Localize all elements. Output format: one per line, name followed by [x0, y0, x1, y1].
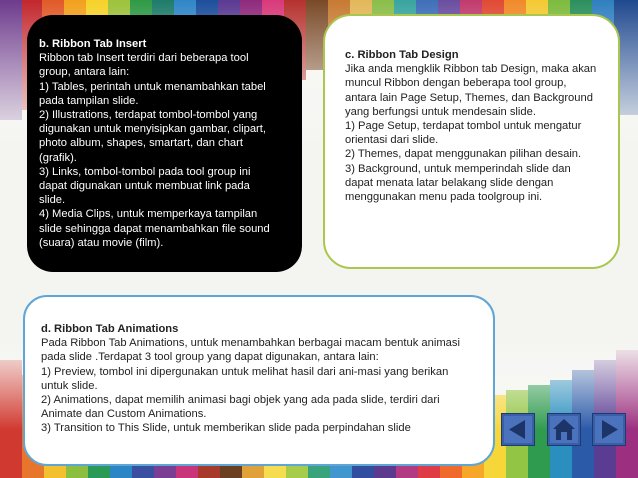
design-line: 2) Themes, dapat menggunakan pilihan desain.: [345, 148, 582, 161]
home-icon: [547, 413, 581, 446]
insert-line: 4) Media Clips, untuk memperkaya tampilan: [39, 208, 258, 221]
design-line: muncul Ribbon dengan beberapa tool group,: [345, 77, 567, 90]
design-heading: c. Ribbon Tab Design: [345, 49, 459, 61]
animations-line: pada slide .Terdapat 3 tool group yang dapat digunakan, antara lain:: [41, 351, 379, 364]
arrow-left-icon: [501, 413, 535, 446]
animations-line: 1) Preview, tombol ini dipergunakan untuk melihat hasil dari ani-masi yang berikan: [41, 365, 449, 378]
animations-line: 2) Animations, dapat memilih animasi bagi objek yang ada pada slide, terdiri dari: [41, 394, 440, 407]
ribbon-tab-animations-panel: [23, 295, 495, 466]
insert-line: (suara) atau movie (film).: [39, 236, 164, 249]
arrow-right-icon: [592, 413, 626, 446]
design-line: orientasi dari slide.: [345, 134, 439, 147]
insert-line: (grafik).: [39, 151, 77, 164]
animations-line: Animate dan Custom Animations.: [41, 408, 207, 421]
next-slide-button[interactable]: [592, 413, 626, 446]
animations-heading: d. Ribbon Tab Animations: [41, 323, 179, 335]
prev-slide-button[interactable]: [501, 413, 535, 446]
design-line: Jika anda mengklik Ribbon tab Design, maka akan: [345, 63, 597, 76]
ribbon-tab-insert-panel: [27, 15, 302, 272]
design-line: antara lain Page Setup, Themes, dan Background: [345, 91, 593, 104]
insert-line: 1) Tables, perintah untuk menambahkan tabel: [39, 80, 266, 93]
insert-line: Ribbon tab Insert terdiri dari beberapa tool: [39, 52, 249, 65]
design-line: 1) Page Setup, terdapat tombol untuk mengatur: [345, 120, 582, 133]
animations-line: untuk slide.: [41, 379, 98, 392]
insert-line: 3) Links, tombol-tombol pada tool group ini: [39, 165, 251, 178]
ribbon-tab-design-panel: [323, 14, 620, 269]
insert-heading: b. Ribbon Tab Insert: [39, 38, 147, 50]
design-line: yang berfungsi untuk mendesain slide.: [345, 105, 536, 118]
insert-line: slide.: [39, 194, 66, 207]
design-line: dapat menata latar belakang slide dengan: [345, 176, 554, 189]
insert-line: pada tampilan slide.: [39, 94, 139, 107]
insert-line: slide sehingga dapat menambahkan file sound: [39, 222, 270, 235]
insert-line: dapat digunakan untuk membuat link pada: [39, 180, 250, 193]
animations-line: 3) Transition to This Slide, untuk memberikan slide pada perpindahan slide: [41, 422, 411, 435]
insert-line: 2) Illustrations, terdapat tombol-tombol yang: [39, 109, 258, 122]
design-line: menggunakan menu pada toolgroup ini.: [345, 191, 543, 204]
insert-line: digunakan untuk menyisipkan gambar, clipart,: [39, 123, 266, 136]
insert-line: group, antara lain:: [39, 66, 130, 79]
home-button[interactable]: [547, 413, 581, 446]
design-line: 3) Background, untuk memperindah slide dan: [345, 162, 571, 175]
insert-line: photo album, shapes, smartart, dan chart: [39, 137, 243, 150]
animations-line: Pada Ribbon Tab Animations, untuk menambahkan berbagai macam bentuk animasi: [41, 337, 460, 350]
